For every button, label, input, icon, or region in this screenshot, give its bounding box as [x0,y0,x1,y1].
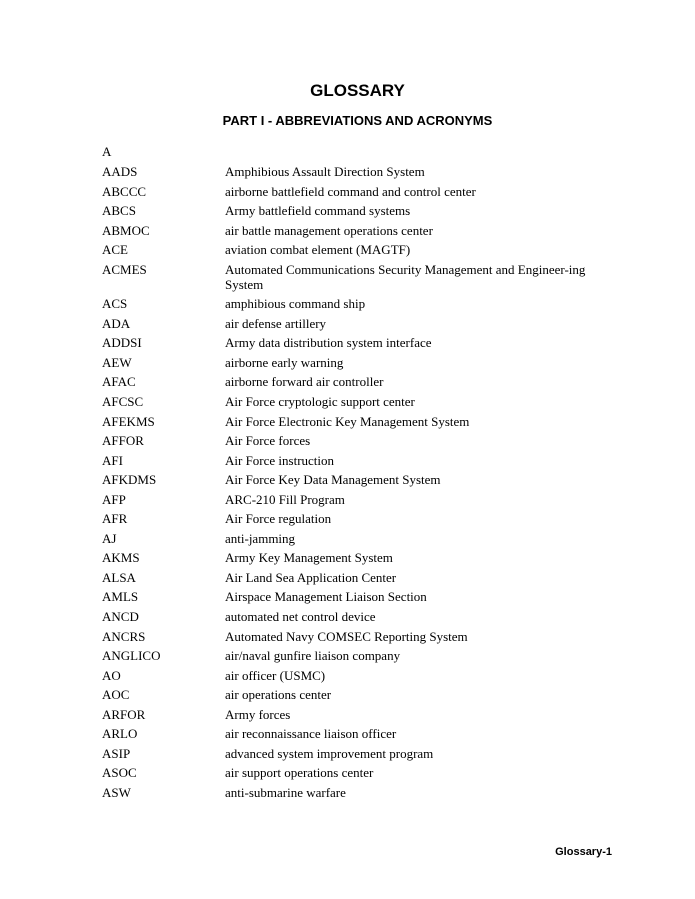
entry-abbreviation: AFKDMS [102,472,157,488]
entry-abbreviation: ACMES [102,261,147,277]
glossary-entry [102,492,622,507]
glossary-entry [102,453,622,468]
entry-definition: Air Force cryptologic support center [225,394,415,410]
entry-abbreviation: AKMS [102,550,140,566]
entry-abbreviation: AFR [102,511,128,527]
page-subtitle: PART I - ABBREVIATIONS AND ACRONYMS [222,113,493,128]
glossary-entry [102,765,622,780]
glossary-entry [102,746,622,761]
glossary-entry [102,316,622,331]
glossary-entry [102,511,622,526]
glossary-entry [102,203,622,218]
entry-abbreviation: AMLS [102,589,139,605]
entry-definition: Amphibious Assault Direction System [225,164,425,179]
glossary-list [102,164,622,805]
entry-abbreviation: AFFOR [102,433,144,449]
entry-abbreviation: ACS [102,296,128,312]
glossary-entry [102,262,622,292]
entry-abbreviation: ASOC [102,765,137,781]
entry-abbreviation: AFI [102,452,123,468]
glossary-entry [102,609,622,624]
entry-definition: advanced system improvement program [225,745,434,761]
glossary-entry [102,589,622,604]
entry-abbreviation: AJ [102,530,117,546]
entry-definition: airborne early warning [225,354,344,370]
entry-definition: Airspace Management Liaison Section [225,589,427,605]
entry-abbreviation: ACE [102,242,128,258]
glossary-entry [102,414,622,429]
entry-definition: air support operations center [225,765,374,781]
entry-definition: airborne battlefield command and control center [225,183,476,199]
entry-abbreviation: ARLO [102,726,138,742]
entry-definition: air officer (USMC) [225,667,326,683]
entry-abbreviation: ASW [102,784,131,800]
entry-abbreviation: ARFOR [102,706,146,722]
entry-definition: amphibious command ship [225,296,366,312]
section-letter: A [102,144,112,159]
glossary-entry [102,531,622,546]
entry-definition: air battle management operations center [225,222,433,238]
entry-abbreviation: AO [102,667,121,683]
entry-abbreviation: ANGLICO [102,648,161,664]
entry-definition: airborne forward air controller [225,374,384,390]
glossary-entry [102,164,622,179]
glossary-entry [102,629,622,644]
glossary-entry [102,223,622,238]
entry-definition: Army battlefield command systems [225,203,411,219]
entry-definition: Army data distribution system interface [225,335,432,351]
entry-definition: Air Force regulation [225,511,332,527]
glossary-entry [102,726,622,741]
page-title: GLOSSARY [310,81,405,100]
entry-definition: air/naval gunfire liaison company [225,648,401,664]
glossary-entry [102,687,622,702]
entry-abbreviation: AFEKMS [102,413,155,429]
entry-definition: anti-submarine warfare [225,784,346,800]
entry-abbreviation: ADA [102,315,131,331]
entry-definition: Army forces [225,706,291,722]
entry-abbreviation: ANCRS [102,628,146,644]
glossary-entry [102,668,622,683]
entry-definition: air reconnaissance liaison officer [225,726,397,742]
entry-definition: automated net control device [225,609,376,625]
glossary-entry [102,184,622,199]
glossary-entry [102,472,622,487]
entry-definition: air operations center [225,687,332,703]
entry-definition: anti-jamming [225,530,296,546]
glossary-entry [102,433,622,448]
entry-abbreviation: AFCSC [102,394,144,410]
glossary-entry [102,707,622,722]
glossary-entry [102,785,622,800]
glossary-entry [102,550,622,565]
entry-abbreviation: AEW [102,354,132,370]
entry-abbreviation: ABMOC [102,222,150,238]
glossary-entry [102,374,622,389]
entry-definition: Air Land Sea Application Center [225,569,397,585]
entry-abbreviation: ABCS [102,203,136,219]
entry-definition: Army Key Management System [225,550,393,566]
entry-abbreviation: AOC [102,687,130,703]
entry-definition: Air Force Key Data Management System [225,472,441,488]
entry-abbreviation: AADS [102,164,138,179]
entry-abbreviation: ADDSI [102,335,142,351]
entry-definition: Air Force instruction [225,452,335,468]
entry-definition: Air Force forces [225,433,311,449]
glossary-entry [102,648,622,663]
glossary-entry [102,242,622,257]
page-number: Glossary-1 [555,846,612,858]
glossary-entry [102,296,622,311]
entry-definition: Automated Navy COMSEC Reporting System [225,628,468,644]
entry-abbreviation: ALSA [102,569,136,585]
entry-abbreviation: ABCCC [102,183,147,199]
glossary-entry [102,570,622,585]
entry-definition: aviation combat element (MAGTF) [225,242,411,258]
entry-definition: Automated Communications Security Management and Engineer-ing System [225,261,586,292]
entry-definition: air defense artillery [225,315,327,331]
glossary-entry [102,394,622,409]
entry-abbreviation: AFP [102,491,126,507]
entry-abbreviation: ANCD [102,609,139,625]
glossary-entry [102,335,622,350]
entry-abbreviation: AFAC [102,374,136,390]
entry-definition: Air Force Electronic Key Management System [225,413,470,429]
glossary-entry [102,355,622,370]
entry-definition: ARC-210 Fill Program [225,491,345,507]
entry-abbreviation: ASIP [102,745,131,761]
